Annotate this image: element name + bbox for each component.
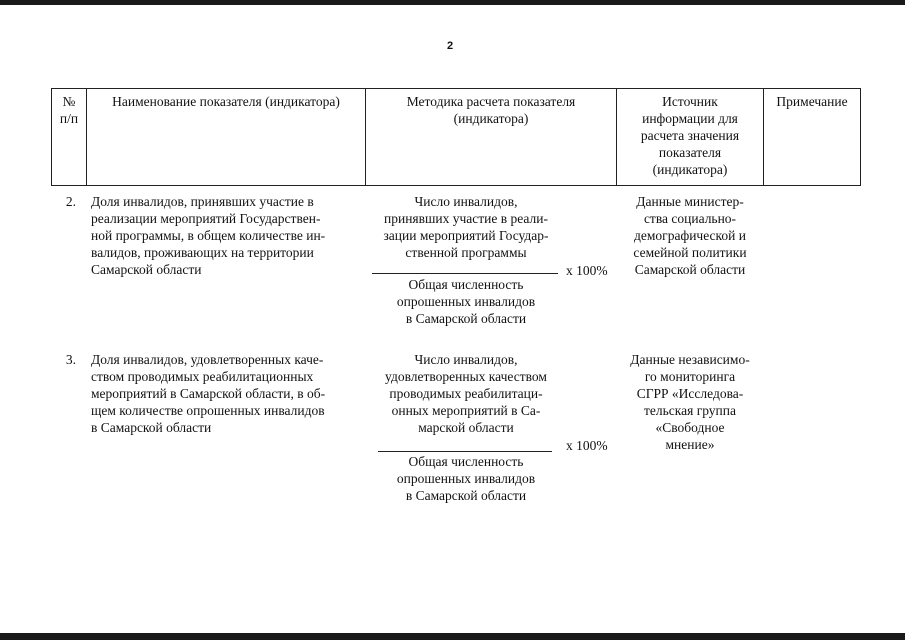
formula-numerator: Число инвалидов, принявших участие в реали- зации мероприятий Государ- ственной программы [383,194,549,260]
scan-border-top [0,0,905,5]
header-col-border [860,88,861,186]
header-num: № п/п [59,94,79,126]
header-bottom-border [51,185,861,186]
indicator-name: Доля инвалидов, принявших участие в реализации мероприятий Государствен- ной программы, в общем количестве ин- валидов, проживающих на территории Самарской области [91,194,326,277]
header-method: Методика расчета показателя (индикатора) [406,94,576,126]
formula-multiplier: x 100% [566,438,608,453]
row-number: 2. [65,194,76,209]
row-number: 3. [65,352,76,367]
header-source: Источник информации для расчета значения показателя (индикатора) [640,94,740,177]
data-source: Данные независимо- го мониторинга СГРР «Исследова- тельская группа «Свободное мнение» [630,352,750,452]
scan-border-bottom [0,633,905,640]
formula-denominator: Общая численность опрошенных инвалидов в Самарской области [396,277,536,326]
header-note: Примечание [776,94,848,109]
header-name: Наименование показателя (индикатора) [112,94,340,109]
data-source: Данные министер- ства социально- демографической и семейной политики Самарской области [633,194,747,277]
fraction-line [378,451,552,452]
formula-numerator: Число инвалидов, удовлетворенных качеством проводимых реабилитаци- онных мероприятий в Са- марской области [385,352,547,435]
indicator-name: Доля инвалидов, удовлетворенных каче- ством проводимых реабилитационных мероприятий в Самарской области, в об- щем количестве опрошенных инвалидов в Самарской области [91,352,326,435]
formula-multiplier: x 100% [566,263,608,278]
header-top-border [51,88,861,89]
page-number: 2 [446,40,454,52]
fraction-line [372,273,558,274]
formula-denominator: Общая численность опрошенных инвалидов в Самарской области [396,454,536,503]
